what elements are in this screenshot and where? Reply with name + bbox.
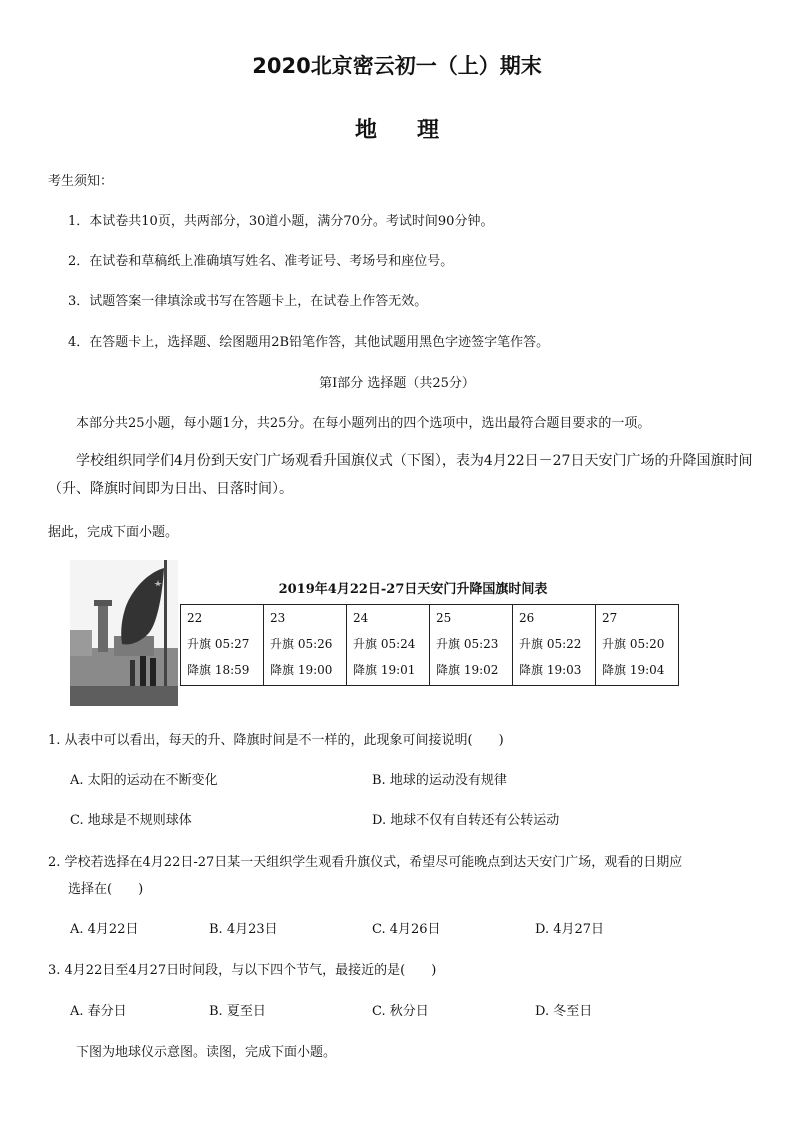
table-day: 26 xyxy=(519,611,535,625)
table-column-23 xyxy=(264,605,347,686)
question-2-option-d: D. 4月27日 xyxy=(535,922,605,937)
question-3-option-a: A. 春分日 xyxy=(70,1004,127,1019)
table-raise-time: 升旗 05:23 xyxy=(436,637,499,651)
table-lower-time: 降旗 19:04 xyxy=(602,663,665,677)
table-day: 25 xyxy=(436,611,452,625)
table-column-22 xyxy=(181,605,264,686)
part1-intro: 本部分共25小题，每小题1分，共25分。在每小题列出的四个选项中，选出最符合题目要求的一项。 xyxy=(76,416,651,431)
context-followup: 据此，完成下面小题。 xyxy=(48,525,179,540)
table-raise-time: 升旗 05:27 xyxy=(187,637,250,651)
table-lower-time: 降旗 19:02 xyxy=(436,663,499,677)
table-column-27 xyxy=(596,605,679,686)
question-3-option-c: C. 秋分日 xyxy=(372,1004,429,1019)
table-lower-time: 降旗 18:59 xyxy=(187,663,250,677)
question-2-option-c: C. 4月26日 xyxy=(372,922,441,937)
table-lower-time: 降旗 19:03 xyxy=(519,663,582,677)
question-1-option-d: D. 地球不仅有自转还有公转运动 xyxy=(372,813,560,828)
table-day: 23 xyxy=(270,611,286,625)
table-lower-time: 降旗 19:00 xyxy=(270,663,333,677)
table-day: 27 xyxy=(602,611,618,625)
question-1-option-c: C. 地球是不规则球体 xyxy=(70,813,192,828)
part1-heading: 第Ⅰ部分 选择题（共25分） xyxy=(319,376,475,391)
question-2-stem: 2. 学校若选择在4月22日-27日某一天组织学生观看升旗仪式，希望尽可能晚点到达天安门广场，观看的日期应 xyxy=(48,855,683,870)
page-title: 2020北京密云初一（上）期末 xyxy=(252,54,542,78)
notice-item-2: 2．在试卷和草稿纸上准确填写姓名、准考证号、考场号和座位号。 xyxy=(68,254,454,269)
flag-time-table xyxy=(180,604,679,686)
flag-table-caption: 2019年4月22日-27日天安门升降国旗时间表 xyxy=(278,582,548,597)
question-2-option-a: A. 4月22日 xyxy=(70,922,139,937)
notice-heading: 考生须知： xyxy=(48,174,114,189)
table-day: 24 xyxy=(353,611,369,625)
table-day: 22 xyxy=(187,611,203,625)
table-column-25 xyxy=(430,605,513,686)
notice-item-4: 4．在答题卡上，选择题、绘图题用2B铅笔作答，其他试题用黑色字迹签字笔作答。 xyxy=(68,335,550,350)
question-3-stem: 3. 4月22日至4月27日时间段，与以下四个节气，最接近的是( ) xyxy=(48,963,437,978)
question-1-stem: 1. 从表中可以看出，每天的升、降旗时间是不一样的，此现象可间接说明( ) xyxy=(48,733,504,748)
table-raise-time: 升旗 05:26 xyxy=(270,637,333,651)
question-2-option-b: B. 4月23日 xyxy=(209,922,278,937)
footer-instruction: 下图为地球仪示意图。读图，完成下面小题。 xyxy=(76,1045,337,1060)
question-1-option-a: A. 太阳的运动在不断变化 xyxy=(70,773,218,788)
table-lower-time: 降旗 19:01 xyxy=(353,663,416,677)
notice-item-3: 3．试题答案一律填涂或书写在答题卡上，在试卷上作答无效。 xyxy=(68,294,428,309)
question-3-option-d: D. 冬至日 xyxy=(535,1004,593,1019)
question-2-stem-continued: 选择在( ) xyxy=(68,882,144,897)
table-raise-time: 升旗 05:22 xyxy=(519,637,582,651)
subject-title: 地理 xyxy=(354,118,479,143)
question-3-option-b: B. 夏至日 xyxy=(209,1004,266,1019)
table-column-26 xyxy=(513,605,596,686)
flag-ceremony-photo xyxy=(70,560,178,706)
question-1-option-b: B. 地球的运动没有规律 xyxy=(372,773,507,788)
table-raise-time: 升旗 05:24 xyxy=(353,637,416,651)
table-column-24 xyxy=(347,605,430,686)
notice-item-1: 1．本试卷共10页，共两部分，30道小题，满分70分。考试时间90分钟。 xyxy=(68,214,494,229)
context-paragraph: 学校组织同学们4月份到天安门广场观看升国旗仪式（下图），表为4月22日－27日天安门广场的升降国旗时间（升、降旗时间即为日出、日落时间）。 xyxy=(48,453,753,497)
table-raise-time: 升旗 05:20 xyxy=(602,637,665,651)
